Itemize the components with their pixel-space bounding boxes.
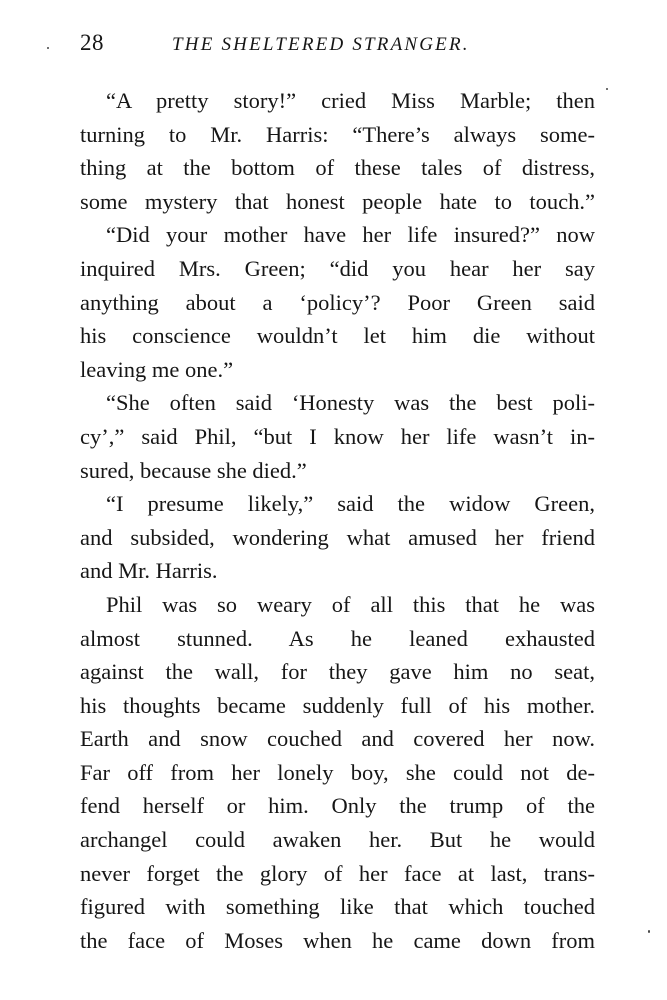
text-line: fend herself or him. Only the trump of the	[80, 793, 595, 819]
text-line: almost stunned. As he leaned exhausted	[80, 625, 595, 651]
paragraph-4	[80, 487, 595, 588]
text-line: the face of Moses when he came down from	[80, 927, 595, 953]
text-line: “A pretty story!” cried Miss Marble; then	[106, 88, 595, 113]
paragraph-5	[80, 588, 595, 958]
text-line: inquired Mrs. Green; “did you hear her say	[80, 255, 595, 281]
text-line: figured with something like that which touched	[80, 894, 595, 920]
text-line: “I presume likely,” said the widow Green,	[106, 491, 595, 517]
text-line: thing at the bottom of these tales of distress,	[80, 155, 595, 181]
text-line: cy’,” said Phil, “but I know her life wasn’t in-	[80, 423, 595, 449]
text-line: “She often said ‘Honesty was the best poli-	[106, 390, 595, 416]
text-line: sured, because she died.”	[80, 457, 307, 483]
paragraph-2	[80, 218, 595, 386]
page-number: 28	[80, 30, 104, 55]
text-line: Far off from her lonely boy, she could not de-	[80, 759, 595, 785]
print-speck	[606, 88, 608, 90]
text-line: Phil was so weary of all this that he was	[106, 591, 595, 617]
paragraph-1	[80, 84, 595, 218]
text-line: leaving me one.”	[80, 356, 234, 382]
text-line: Earth and snow couched and covered her now.	[80, 726, 595, 752]
text-line: his conscience wouldn’t let him die without	[80, 323, 595, 349]
text-line: some mystery that honest people hate to touch.”	[80, 188, 595, 214]
text-line: his thoughts became suddenly full of his mother.	[80, 692, 595, 718]
running-title: THE SHELTERED STRANGER.	[172, 34, 470, 55]
text-line: “Did your mother have her life insured?” now	[106, 222, 595, 248]
text-line: anything about a ‘policy’? Poor Green said	[80, 289, 595, 315]
text-line: never forget the glory of her face at last, trans-	[80, 860, 595, 886]
page-header	[80, 30, 595, 64]
text-line: and subsided, wondering what amused her friend	[80, 524, 595, 550]
paragraph-3	[80, 386, 595, 487]
text-line: turning to Mr. Harris: “There’s always some-	[80, 121, 595, 147]
text-line: against the wall, for they gave him no seat,	[80, 659, 595, 685]
text-line: archangel could awaken her. But he would	[80, 827, 595, 853]
text-line: and Mr. Harris.	[80, 558, 218, 584]
body-text	[80, 84, 595, 957]
print-speck	[47, 47, 49, 49]
print-speck	[648, 930, 650, 933]
